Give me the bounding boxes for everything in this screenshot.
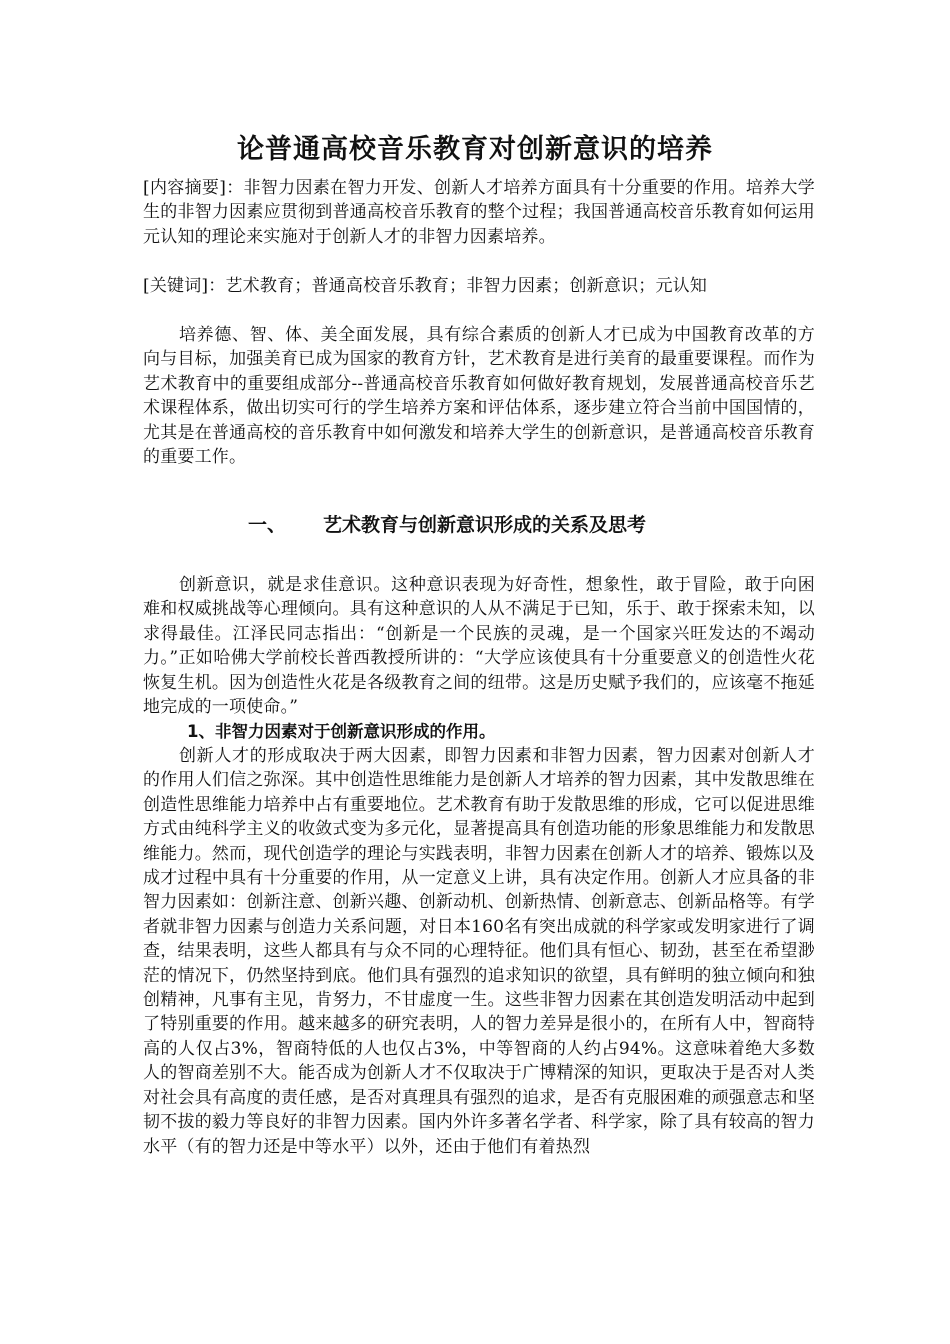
- document-title: 论普通高校音乐教育对创新意识的培养: [237, 134, 713, 165]
- section-heading: [248, 512, 646, 538]
- intro-paragraph: 培养德、智、体、美全面发展，具有综合素质的创新人才已成为中国教育改革的方向与目标，加强美育已成为国家的教育方针，艺术教育是进行美育的最重要课程。而作为艺术教育中的重要组成部分--普通高校音乐教育如何做好教育规划，发展普通高校音乐艺术课程体系，做出切实可行的学生培养方案和评估体系，逐步建立符合当前中国国情的，尤其是在普通高校的音乐教育中如何激发和培养大学生的创新意识，是普通高校音乐教育的重要工作。: [143, 325, 815, 468]
- section-paragraph: 创新意识，就是求佳意识。这种意识表现为好奇性，想象性，敢于冒险，敢于向困难和权威挑战等心理倾向。具有这种意识的人从不满足于已知，乐于、敢于探索未知，以求得最佳。江泽民同志指出：“创新是一个民族的灵魂，是一个国家兴旺发达的不竭动力。”正如哈佛大学前校长普西教授所讲的：“大学应该使具有十分重要意义的创造性火花恢复生机。因为创造性火花是各级教育之间的纽带。这是历史赋予我们的，应该毫不拖延地完成的一项使命。”: [143, 575, 815, 718]
- keywords-line: [关键词]：艺术教育；普通高校音乐教育；非智力因素；创新意识；元认知: [143, 276, 708, 296]
- section-title: 艺术教育与创新意识形成的关系及思考: [323, 514, 647, 536]
- subsection-heading: 1、非智力因素对于创新意识形成的作用。: [187, 722, 496, 741]
- abstract-paragraph: [内容摘要]：非智力因素在智力开发、创新人才培养方面具有十分重要的作用。培养大学生的非智力因素应贯彻到普通高校音乐教育的整个过程；我国普通高校音乐教育如何运用元认知的理论来实施对于创新人才的非智力因素培养。: [143, 178, 815, 247]
- section-number: 一、: [248, 514, 287, 536]
- subsection-paragraph: 创新人才的形成取决于两大因素，即智力因素和非智力因素，智力因素对创新人才的作用人们信之弥深。其中创造性思维能力是创新人才培养的智力因素，其中发散思维在创造性思维能力培养中占有重要地位。艺术教育有助于发散思维的形成，它可以促进思维方式由纯科学主义的收敛式变为多元化，显著提高具有创造功能的形象思维能力和发散思维能力。然而，现代创造学的理论与实践表明，非智力因素在创新人才的培养、锻炼以及成才过程中具有十分重要的作用，从一定意义上讲，具有决定作用。创新人才应具备的非智力因素如：创新注意、创新兴趣、创新动机、创新热情、创新意志、创新品格等。有学者就非智力因素与创造力关系问题，对日本160名有突出成就的科学家或发明家进行了调查，结果表明，这些人都具有与众不同的心理特征。他们具有恒心、韧劲，甚至在希望渺茫的情况下，仍然坚持到底。他们具有强烈的追求知识的欲望，具有鲜明的独立倾向和独创精神，凡事有主见，肯努力，不甘虚度一生。这些非智力因素在其创造发明活动中起到了特别重要的作用。越来越多的研究表明，人的智力差异是很小的，在所有人中，智商特高的人仅占3%，智商特低的人也仅占3%，中等智商的人约占94%。这意味着绝大多数人的智商差别不大。能否成为创新人才不仅取决于广博精深的知识，更取决于是否对人类对社会具有高度的责任感，是否对真理具有强烈的追求，是否有克服困难的顽强意志和坚韧不拔的毅力等良好的非智力因素。国内外许多著名学者、科学家，除了具有较高的智力水平（有的智力还是中等水平）以外，还由于他们有着热烈: [143, 746, 815, 1157]
